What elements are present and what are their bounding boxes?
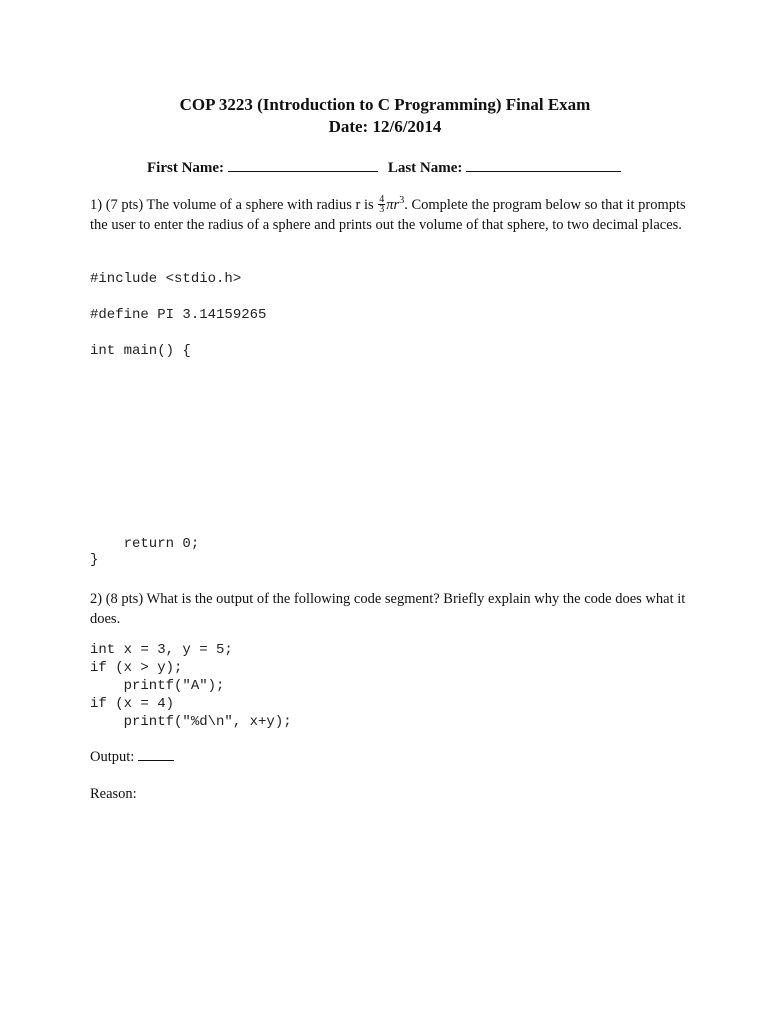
output-blank[interactable] (138, 748, 174, 761)
last-name-blank[interactable] (466, 157, 621, 172)
code-include: #include <stdio.h> (90, 271, 242, 287)
formula-numerator: 4 (379, 194, 385, 206)
question-2-text: 2) (8 pts) What is the output of the following code segment? Briefly explain why the code does what it does. (90, 591, 686, 627)
first-name-blank[interactable] (228, 157, 378, 172)
formula-fraction (378, 195, 385, 214)
code-line: printf("%d\n", x+y); (90, 714, 292, 730)
output-field (90, 748, 174, 766)
formula-exponent: 3 (399, 195, 405, 207)
reason-label: Reason: (90, 786, 137, 802)
code-line: if (x > y); (90, 660, 183, 676)
code-main: int main() { (90, 343, 191, 359)
formula-denominator: 3 (379, 204, 385, 216)
code-define: #define PI 3.14159265 (90, 307, 267, 323)
code-line: int x = 3, y = 5; (90, 642, 233, 658)
output-label: Output: (90, 749, 135, 765)
code-line: printf("A"); (90, 678, 225, 694)
exam-date: Date: 12/6/2014 (328, 117, 442, 136)
name-fields (147, 157, 621, 177)
code-line: if (x = 4) (90, 696, 175, 712)
code-close-brace: } (90, 552, 99, 568)
last-name-label: Last Name: (387, 160, 463, 176)
exam-title: COP 3223 (Introduction to C Programming) Final Exam (179, 95, 591, 114)
sphere-volume-formula (377, 194, 405, 216)
first-name-label: First Name: (147, 160, 225, 176)
code-return: return 0; (90, 536, 200, 552)
question-1-intro: 1) (7 pts) The volume of a sphere with radius r is (90, 197, 378, 213)
question-1-instructions: . Complete the program below so that it prompts the user to enter the radius of a sphere and prints out the volume of that sphere, to two decimal places. (90, 197, 686, 234)
formula-pi-r: πr (386, 197, 400, 213)
question-1-text (90, 195, 690, 235)
